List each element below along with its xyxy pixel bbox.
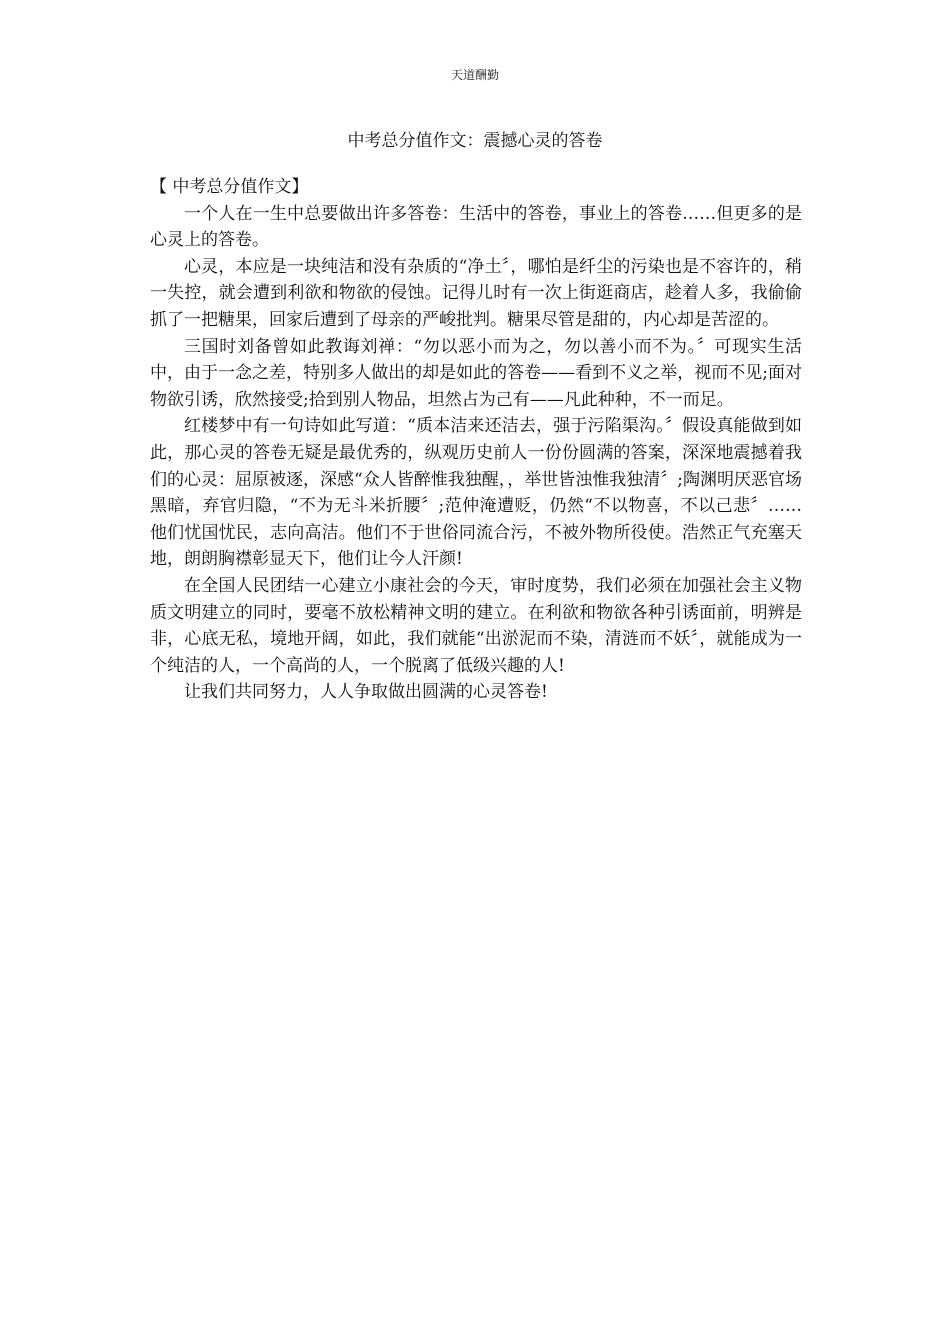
- page-header: 天道酬勤: [450, 68, 499, 82]
- document-title: 中考总分值作文：震撼心灵的答卷: [347, 131, 603, 151]
- paragraph-2: 心灵，本应是一块纯洁和没有杂质的“净土〞，哪怕是纤尘的污染也是不容许的，稍一失控，就会遭到利欲和物欲的侵蚀。记得儿时有一次上街逛商店，趁着人多，我偷偷抓了一把糖果，回家后遭到了母亲的严峻批判。糖果尽管是甜的，内心却是苦涩的。: [150, 256, 802, 330]
- document-body: [150, 174, 802, 706]
- paragraph-5: 在全国人民团结一心建立小康社会的今天，审时度势，我们必须在加强社会主义物质文明建立的同时，要毫不放松精神文明的建立。在利欲和物欲各种引诱面前，明辨是非，心底无私，境地开阔，如此，我们就能“出淤泥而不染，清涟而不妖〞，就能成为一个纯洁的人，一个高尚的人，一个脱离了低级兴趣的人!: [150, 575, 802, 676]
- paragraph-3: 三国时刘备曾如此教诲刘禅：“勿以恶小而为之，勿以善小而不为。〞可现实生活中，由于一念之差，特别多人做出的却是如此的答卷——看到不义之举，视而不见;面对物欲引诱，欣然接受;拾到别人物品，坦然占为己有——凡此种种，不一而足。: [150, 336, 802, 410]
- paragraph-6: 让我们共同努力，人人争取做出圆满的心灵答卷!: [184, 682, 548, 703]
- paragraph-4: 红楼梦中有一句诗如此写道：“质本洁来还洁去，强于污陷渠沟。〞假设真能做到如此，那心灵的答卷无疑是最优秀的，纵观历史前人一份份圆满的答案，深深地震撼着我们的心灵：屈原被逐，深感“众人皆醉惟我独醒，，举世皆浊惟我独清〞;陶渊明厌恶官场黑暗，弃官归隐，“不为无斗米折腰〞;范仲淹遭贬，仍然“不以物喜，不以己悲〞……他们忧国忧民，志向高洁。他们不于世俗同流合污，不被外物所役使。浩然正气充塞天地，朗朗胸襟彰显天下，他们让今人汗颜!: [150, 416, 802, 570]
- category-label: 【 中考总分值作文】: [150, 177, 309, 197]
- paragraph-1: 一个人在一生中总要做出许多答卷：生活中的答卷，事业上的答卷……但更多的是心灵上的答卷。: [150, 203, 802, 251]
